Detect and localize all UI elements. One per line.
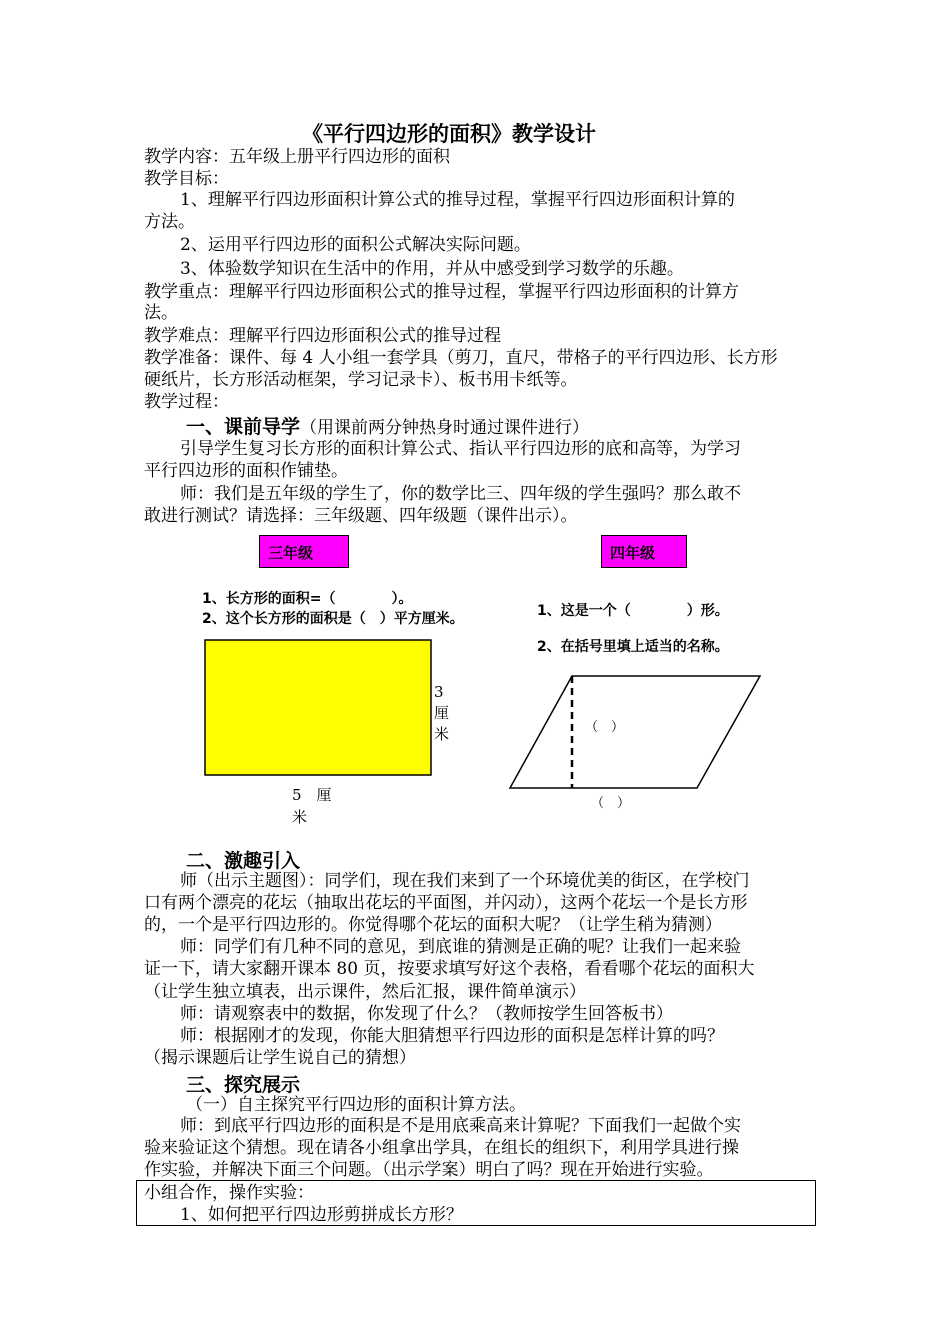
teaching-content-line: 教学内容：五年级上册平行四边形的面积	[144, 147, 450, 167]
section-2-para-2b: 证一下，请大家翻开课本 80 页，按要求填写好这个表格，看看哪个花坛的面积大	[144, 959, 755, 979]
height-label-unit-2: 米	[434, 725, 450, 743]
process-label: 教学过程：	[144, 392, 229, 412]
section-1-para-1b: 平行四边形的面积作铺垫。	[144, 461, 348, 481]
section-1-para-2a: 师：我们是五年级的学生了，你的数学比三、四年级的学生强吗？那么敢不	[180, 484, 741, 504]
key-point-line-a: 教学重点：理解平行四边形面积公式的推导过程，掌握平行四边形面积的计算方	[144, 282, 739, 302]
section-1-para-2b: 敢进行测试？请选择：三年级题、四年级题（课件出示）。	[144, 506, 578, 526]
grade-4-question-2: 2、在括号里填上适当的名称。	[537, 639, 729, 655]
parallelogram-height-blank: （ ）	[585, 720, 625, 735]
key-point-line-b: 法。	[144, 303, 178, 323]
width-label-line-2: 米	[292, 808, 308, 826]
section-3-para-1c: 作实验，并解决下面三个问题。（出示学案）明白了吗？现在开始进行实验。	[144, 1160, 714, 1180]
section-3-para-1a: 师：到底平行四边形的面积是不是用底乘高来计算呢？下面我们一起做个实	[180, 1116, 741, 1136]
goal-2-line: 2、运用平行四边形的面积公式解决实际问题。	[180, 235, 531, 255]
grade-3-question-1: 1、长方形的面积=（ ）。	[202, 591, 413, 607]
parallelogram	[510, 676, 760, 788]
height-label-unit-1: 厘	[434, 704, 450, 722]
parallelogram-base-blank: （ ）	[591, 796, 631, 811]
grade-3-tag: 三年级	[259, 535, 349, 568]
difficulty-line: 教学难点：理解平行四边形面积公式的推导过程	[144, 326, 501, 346]
box-line-1: 小组合作，操作实验：	[144, 1183, 314, 1203]
section-3-para-1b: 验来验证这个猜想。现在请各小组拿出学具，在组长的组织下，利用学具进行操	[144, 1138, 739, 1158]
goal-3-line: 3、体验数学知识在生活中的作用，并从中感受到学习数学的乐趣。	[180, 259, 684, 279]
rectangle-width-label	[292, 784, 332, 828]
section-2-para-4b: （揭示课题后让学生说自己的猜想）	[144, 1048, 416, 1068]
section-1-para-1a: 引导学生复习长方形的面积计算公式、指认平行四边形的底和高等，为学习	[180, 439, 741, 459]
section-2-para-1a: 师（出示主题图）：同学们，现在我们来到了一个环境优美的街区，在学校门	[180, 871, 750, 891]
section-2-heading: 二、激趣引入	[186, 850, 301, 872]
width-label-line-1: 5 厘	[292, 786, 332, 804]
height-label-number: 3	[434, 683, 444, 701]
goal-1-line-b: 方法。	[144, 212, 195, 232]
rectangle-height-label	[434, 682, 449, 745]
section-2-para-2c: （让学生独立填表，出示课件，然后汇报，课件简单演示）	[144, 982, 586, 1002]
grade-4-tag: 四年级	[601, 535, 687, 568]
section-2-para-2a: 师：同学们有几种不同的意见，到底谁的猜测是正确的呢？让我们一起来验	[180, 937, 741, 957]
yellow-rectangle	[205, 640, 431, 775]
section-2-para-1c: 的，一个是平行四边形的。你觉得哪个花坛的面积大呢？（让学生稍为猜测）	[144, 915, 722, 935]
teaching-goals-label: 教学目标：	[144, 169, 229, 189]
section-2-para-1b: 口有两个漂亮的花坛（抽取出花坛的平面图，并闪动），这两个花坛一个是长方形	[144, 893, 748, 913]
section-1-note: （用课前两分钟热身时通过课件进行）	[300, 418, 590, 438]
section-3-heading: 三、探究展示	[186, 1074, 301, 1096]
document-title: 《平行四边形的面积》教学设计	[302, 122, 596, 146]
goal-1-line-a: 1、理解平行四边形面积计算公式的推导过程，掌握平行四边形面积计算的	[180, 190, 735, 210]
box-line-2: 1、如何把平行四边形剪拼成长方形？	[180, 1205, 463, 1225]
grade-3-question-2: 2、这个长方形的面积是（ ）平方厘米。	[202, 611, 464, 627]
section-3-subheading: （一）自主探究平行四边形的面积计算方法。	[186, 1095, 526, 1115]
preparation-line-b: 硬纸片，长方形活动框架，学习记录卡）、板书用卡纸等。	[144, 370, 578, 390]
section-2-para-3: 师：请观察表中的数据，你发现了什么？（教师按学生回答板书）	[180, 1004, 673, 1024]
section-2-para-4a: 师：根据刚才的发现，你能大胆猜想平行四边形的面积是怎样计算的吗？	[180, 1026, 724, 1046]
section-1-title: 一、课前导学	[186, 416, 301, 438]
preparation-line-a: 教学准备：课件、每 4 人小组一套学具（剪刀，直尺，带格子的平行四边形、长方形	[144, 348, 778, 368]
grade-4-question-1: 1、这是一个（ ）形。	[537, 603, 729, 619]
